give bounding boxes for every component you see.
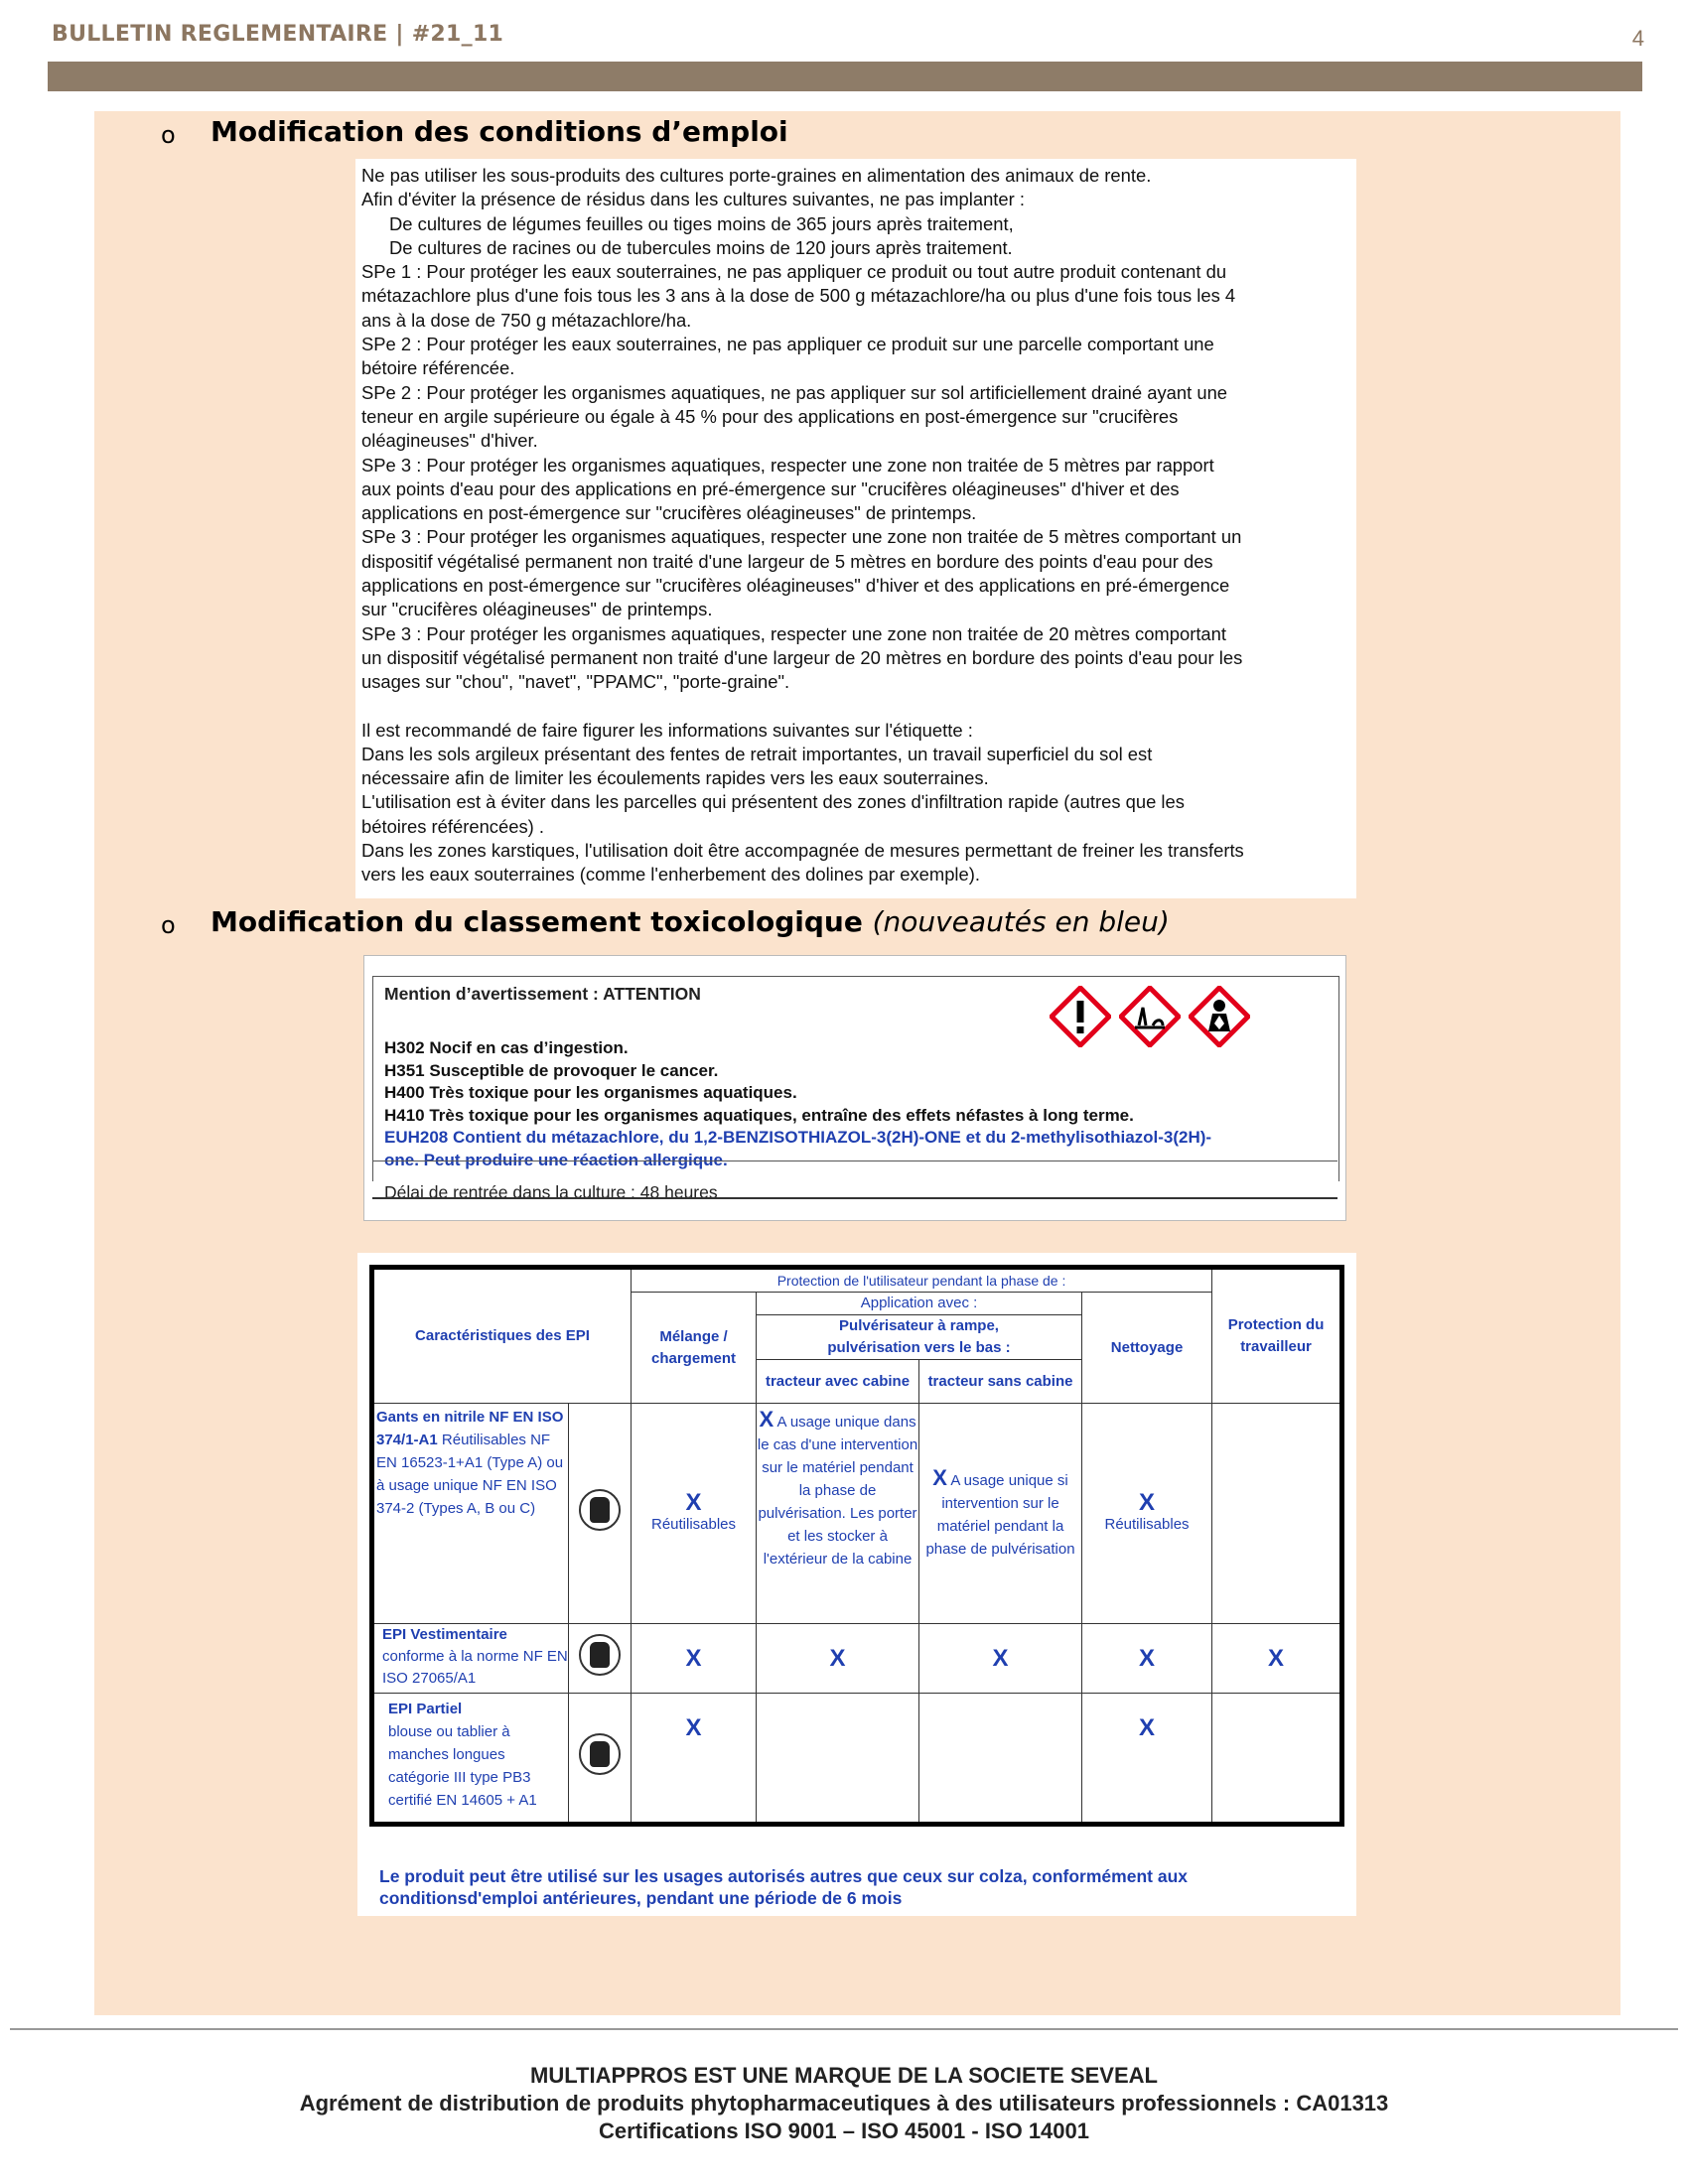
cell-nettoyage: X: [1082, 1694, 1212, 1825]
table-row: [372, 1624, 1342, 1694]
condition-line: teneur en argile supérieure ou égale à 45 % pour des applications en post-émergence sur "crucifères: [361, 405, 1179, 427]
hazard-statement-new: EUH208 Contient du métazachlore, du 1,2-BENZISOTHIAZOL-3(2H)-ONE et du 2-methylisothiazol-3(2H)-: [384, 1128, 1212, 1147]
condition-line: nécessaire afin de limiter les écoulements rapides vers les eaux souterraines.: [361, 767, 989, 789]
hazard-statement: H410 Très toxique pour les organismes aquatiques, entraîne des effets néfastes à long terme.: [384, 1105, 1134, 1125]
cell-cabine: [757, 1404, 919, 1624]
epi-cell: [372, 1404, 569, 1624]
condition-line: De cultures de légumes feuilles ou tiges moins de 365 jours après traitement,: [389, 212, 1014, 234]
condition-line: vers les eaux souterraines (comme l'enherbement des dolines par exemple).: [361, 864, 980, 886]
header-title: BULLETIN REGLEMENTAIRE | #21_11: [52, 22, 504, 47]
hazard-statement: H302 Nocif en cas d’ingestion.: [384, 1038, 629, 1057]
condition-line: SPe 2 : Pour protéger les organismes aquatiques, ne pas appliquer sur sol artificiellement drainé ayant une: [361, 381, 1228, 403]
blank-line: [361, 695, 1350, 719]
header-tracteur-cabine: tracteur avec cabine: [757, 1360, 919, 1404]
hazard-statement-new: one. Peut produire une réaction allergique.: [384, 1150, 728, 1169]
hazard-statement: H351 Susceptible de provoquer le cancer.: [384, 1060, 719, 1080]
conditions-text-box: [355, 159, 1356, 898]
header-bar: [48, 62, 1642, 91]
condition-line: De cultures de racines ou de tubercules moins de 120 jours après traitement.: [389, 236, 1013, 258]
condition-line: Dans les zones karstiques, l'utilisation doit être accompagnée de mesures permettant de freiner les transferts: [361, 840, 1244, 862]
clothing-icon: [579, 1634, 621, 1676]
epi-desc: Réutilisables NF EN 16523-1+A1 (Type A) ou à usage unique NF EN ISO 374-2 (Types A, B ou C): [376, 1432, 564, 1517]
cell-note: Réutilisables: [1104, 1515, 1190, 1533]
mark: X: [685, 1488, 702, 1516]
cell-nettoyage: X: [1082, 1624, 1212, 1694]
mark: X: [932, 1465, 947, 1490]
footer-line-3: Certifications ISO 9001 – ISO 45001 - ISO 14001: [598, 2118, 1090, 2143]
bullet-icon: o: [161, 121, 176, 149]
heading-text: Modification du classement toxicologique: [211, 905, 863, 938]
footer-divider: [10, 2028, 1678, 2030]
condition-line: usages sur "chou", "navet", "PPAMC", "porte-graine".: [361, 671, 790, 693]
footer-line-1: MULTIAPPROS EST UNE MARQUE DE LA SOCIETE SEVEAL: [530, 2063, 1158, 2088]
condition-line: Il est recommandé de faire figurer les informations suivantes sur l'étiquette :: [361, 719, 973, 741]
condition-line: applications en post-émergence sur "crucifères oléagineuses" de printemps.: [361, 502, 977, 524]
pulverisateur-line: Pulvérisateur à rampe,: [839, 1317, 999, 1334]
epi-title: Gants en nitrile NF EN ISO 374/1-A1: [376, 1409, 564, 1448]
section-heading-conditions: Modification des conditions d’emploi: [211, 115, 788, 148]
condition-line: dispositif végétalisé permanent non traité d'une largeur de 5 mètres en bordure des points d'eau pour des: [361, 550, 1213, 572]
condition-line: applications en post-émergence sur "crucifères oléagineuses" d'hiver et des applications en pré-émergence: [361, 575, 1230, 597]
epi-cell: [372, 1624, 569, 1694]
condition-line: SPe 1 : Pour protéger les eaux souterraines, ne pas appliquer ce produit ou tout autre produit contenant du: [361, 261, 1227, 283]
condition-line: SPe 3 : Pour protéger les organismes aquatiques, respecter une zone non traitée de 20 mètres comportant: [361, 622, 1226, 644]
condition-line: Ne pas utiliser les sous-produits des cultures porte-graines en alimentation des animaux de rente.: [361, 165, 1152, 186]
cell-note: Réutilisables: [650, 1515, 737, 1533]
epi-desc: blouse ou tablier à manches longues catégorie III type PB3 certifié EN 14605 + A1: [388, 1723, 537, 1809]
cell-note: A usage unique dans le cas d'une intervention sur le matériel pendant la phase de pulvérisation. Les porter et les stocker à l'extérieur de la cabine: [757, 1414, 918, 1568]
condition-line: L'utilisation est à éviter dans les parcelles qui présentent des zones d'infiltration rapide (autres que les: [361, 791, 1185, 813]
heading-suffix: (nouveautés en bleu): [872, 905, 1170, 938]
warning-mention: Mention d’avertissement : ATTENTION: [384, 984, 701, 1004]
header-epi: Caractéristiques des EPI: [372, 1268, 632, 1404]
epi-desc: conforme à la norme NF EN ISO 27065/A1: [382, 1648, 568, 1687]
hazard-statements: [384, 1037, 1211, 1171]
header-nettoyage: Nettoyage: [1082, 1293, 1212, 1404]
cell-cabine: X: [757, 1624, 919, 1694]
hazard-statement: H400 Très toxique pour les organismes aquatiques.: [384, 1083, 797, 1102]
table-row: [372, 1404, 1342, 1624]
pulverisation-line: pulvérisation vers le bas :: [827, 1339, 1011, 1356]
icon-cell: [569, 1624, 632, 1694]
table-row: [372, 1694, 1342, 1825]
reentry-delay: Délai de rentrée dans la culture : 48 heures: [384, 1182, 718, 1202]
divider: [372, 1160, 1337, 1161]
condition-line: aux points d'eau pour des applications en pré-émergence sur "crucifères oléagineuses" d'hiver et des: [361, 478, 1180, 499]
mark: X: [759, 1407, 774, 1432]
cell-note: A usage unique si intervention sur le matériel pendant la phase de pulvérisation: [925, 1472, 1075, 1558]
section-heading-classement: [211, 905, 1170, 938]
cell-sans-cabine: X: [919, 1624, 1082, 1694]
header-tracteur-sans-cabine: tracteur sans cabine: [919, 1360, 1082, 1404]
epi-title: EPI Partiel: [388, 1701, 463, 1717]
condition-line: métazachlore plus d'une fois tous les 3 ans à la dose de 500 g métazachlore/ha ou plus d'une fois tous les 4: [361, 285, 1236, 307]
icon-cell: [569, 1694, 632, 1825]
header-protection-travailleur: Protection du travailleur: [1212, 1268, 1342, 1404]
condition-line: SPe 3 : Pour protéger les organismes aquatiques, respecter une zone non traitée de 5 mètres comportant un: [361, 526, 1242, 548]
apron-icon: [579, 1733, 621, 1775]
mark: X: [1139, 1488, 1156, 1516]
condition-line: bétoires référencées) .: [361, 815, 544, 837]
header-application: Application avec :: [757, 1293, 1082, 1315]
cell-nettoyage: [1082, 1404, 1212, 1624]
cell-melange: [632, 1404, 757, 1624]
condition-line: ans à la dose de 750 g métazachlore/ha.: [361, 309, 692, 331]
classification-box: [363, 955, 1346, 1221]
cell-melange: X: [632, 1694, 757, 1825]
epi-cell: [372, 1694, 569, 1825]
header-protection-phase: Protection de l'utilisateur pendant la phase de :: [632, 1268, 1212, 1293]
bullet-icon: o: [161, 911, 176, 939]
condition-line: SPe 3 : Pour protéger les organismes aquatiques, respecter une zone non traitée de 5 mètres par rapport: [361, 454, 1214, 476]
condition-line: un dispositif végétalisé permanent non traité d'une largeur de 20 mètres en bordure des points d'eau pour les: [361, 646, 1243, 668]
header-pulverisateur: [757, 1315, 1082, 1360]
condition-line: Dans les sols argileux présentant des fentes de retrait importantes, un travail superficiel du sol est: [361, 743, 1153, 764]
cell-cabine: [757, 1694, 919, 1825]
cell-travailleur: [1212, 1694, 1342, 1825]
header-melange: Mélange / chargement: [632, 1293, 757, 1404]
cell-sans-cabine: [919, 1694, 1082, 1825]
cell-travailleur: [1212, 1404, 1342, 1624]
epi-title: EPI Vestimentaire: [382, 1626, 507, 1643]
cell-melange: X: [632, 1624, 757, 1694]
icon-cell: [569, 1404, 632, 1624]
condition-line: Afin d'éviter la présence de résidus dans les cultures suivantes, ne pas implanter :: [361, 189, 1025, 210]
divider: [372, 1197, 1337, 1199]
condition-line: sur "crucifères oléagineuses" de printemps.: [361, 599, 713, 620]
gloves-icon: [579, 1489, 621, 1531]
cell-sans-cabine: [919, 1404, 1082, 1624]
cell-travailleur: X: [1212, 1624, 1342, 1694]
condition-line: bétoire référencée.: [361, 357, 515, 379]
page-number: 4: [1631, 26, 1644, 51]
ppe-table: [369, 1265, 1344, 1827]
footer-line-2: Agrément de distribution de produits phytopharmaceutiques à des utilisateurs professionnels : CA01313: [299, 2091, 1389, 2116]
condition-line: SPe 2 : Pour protéger les eaux souterraines, ne pas appliquer ce produit sur une parcelle comportant une: [361, 334, 1214, 355]
ppe-table-box: [357, 1253, 1356, 1916]
transition-note: Le produit peut être utilisé sur les usages autorisés autres que ceux sur colza, conformément aux conditionsd'emploi antérieures, pendant une période de 6 mois: [379, 1866, 1188, 1908]
condition-line: oléagineuses" d'hiver.: [361, 430, 538, 452]
